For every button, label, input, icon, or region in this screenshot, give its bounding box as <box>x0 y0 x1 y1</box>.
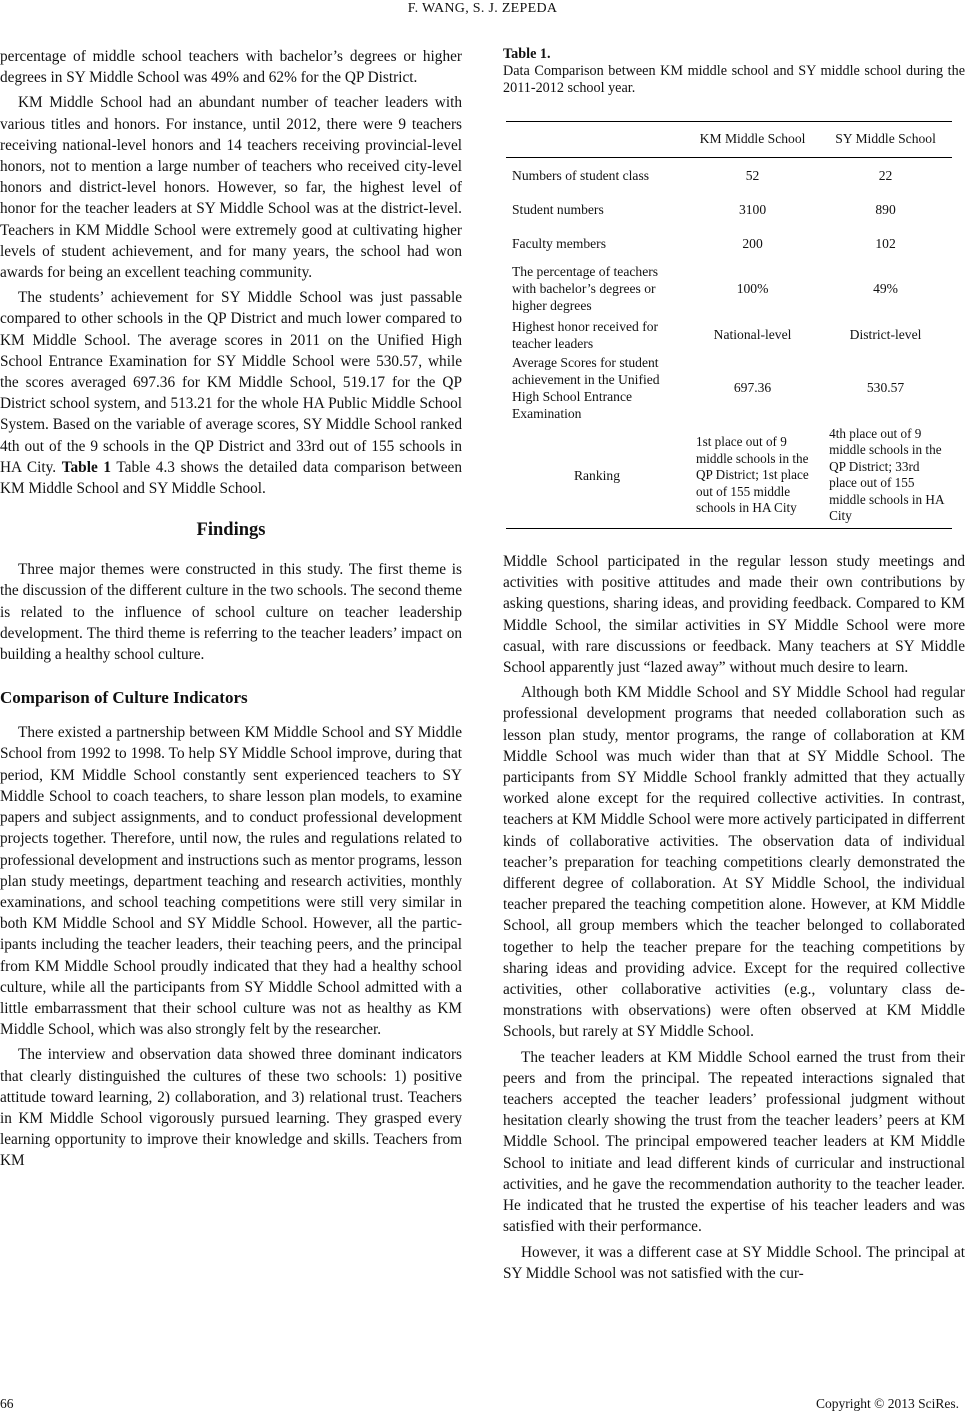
paragraph: There existed a partnership between KM Middle School and SY Middle School from 1992 to 1998. To help SY Middle School improve, during that period, KM Middle School constantly sent experienced teachers to SY Middle School to coach teachers, to share lesson plan models, to examine papers and subject assignments, and to conduct professional development projects together. Therefore, until now, the rules and regulations related to professional development and instructions such as mentor programs, lesson plan study meetings, department teaching and research activities, monthly examinations, and school teaching competitions were still very similar in both KM Middle School and SY Middle School. However, all the participants including the teacher leaders, their teaching peers, and the principal from KM Middle School proudly indicated that they had a healthy school culture, while all the participants from SY Middle School admitted with a little embarrassment that their school culture was not as healthy as KM Middle School, which was also strongly felt by the researcher. <box>0 724 462 1039</box>
sy-value: 530.57 <box>866 380 905 395</box>
sy-value: 4th place out of 9 middle schools in the QP District; 33rd place out of 155 middle schools in HA City <box>829 425 944 524</box>
km-value: 52 <box>745 167 760 183</box>
table-row <box>506 193 952 227</box>
paragraph-text: Table 4.3 shows the detailed data comparison between KM Middle School and SY Middle School. <box>0 458 462 498</box>
paragraph: KM Middle School had an abundant number of teacher leaders with various titles and honors. For instance, until 2012, there were 9 teachers receiving national-level honors and 14 teachers receiving provincial-level honors, not to mention a large number of teachers who received city-level honors and district-level honors. However, so far, the highest level of honor for the teacher leaders at SY Middle School was at the district-level. Teachers in KM Middle School were extremely good at cultivating higher levels of student achievement, and for many years, the school had won awards for being an excellent teaching community. <box>0 94 462 282</box>
paragraph: The teacher leaders at KM Middle School earned the trust from their peers and from the principal. The repeated interactions signaled that teachers accepted the teacher leaders’ professional judgment without hesitation clearly showing the trust from the teacher leaders’ peers at KM Middle School. The principal empowered teacher leaders at KM Middle School to initiate and lead different kinds of curricular and instructional activities, and he gave the recommendation authority to the teacher leader. He indicated that he trusted the expertise of his teacher leaders and was satisfied with their performance. <box>503 1048 965 1236</box>
row-label: The percentage of teachers with bachelor’s degrees or higher degrees <box>512 264 659 313</box>
table-row <box>506 158 952 193</box>
row-label: Faculty members <box>512 236 607 251</box>
table-caption <box>503 46 965 97</box>
left-column <box>0 46 462 1172</box>
paragraph <box>0 287 462 499</box>
paragraph: Although both KM Middle School and SY Middle School had regular professional development programs that needed collaboration such as lesson plan study, mentor programs, the range of collaboration at KM Middle School was much wider than that at SY Middle School. The participants from SY Middle School frankly admitted that they actually worked alone except for the required collective activities. In contrast, teachers at KM Middle School were more actively participated in differrent kinds of collaborative activities. The observation data of individual teacher’s preparation for teaching competitions clearly demonstrated the different degree of collaboration. At SY Middle School, the individual teacher prepared the teaching competition alone. However, at KM Middle School, all group members which the teacher belonged to collaborated together to help the teacher prepare for the teaching competitions by sharing ideas and providing advice. Except for the required collective activities, other collaborative activities (e.g., voluntary class demonstrations with observations) were often observed at KM Middle Schools, but rarely at SY Middle School. <box>503 684 965 1041</box>
page-number: 66 <box>0 1396 14 1411</box>
km-value: 3100 <box>738 202 767 217</box>
table-row <box>506 353 952 423</box>
table-header-cell: SY Middle School <box>835 131 936 146</box>
table-row <box>506 317 952 353</box>
running-head: F. WANG, S. J. ZEPEDA <box>407 1 558 16</box>
km-value: National-level <box>713 327 792 342</box>
table-row <box>506 227 952 261</box>
row-label: Ranking <box>573 467 621 483</box>
sy-value: 22 <box>878 167 893 183</box>
km-value: 1st place out of 9 middle schools in the QP District; 1st place out of 155 middle schools in HA City <box>696 434 809 515</box>
table-row <box>506 423 952 529</box>
table-reference-link[interactable]: Table 1 <box>61 458 112 476</box>
km-value: 100% <box>736 281 769 296</box>
km-value: 200 <box>742 236 763 251</box>
sy-value: 890 <box>875 202 896 217</box>
subsection-heading: Comparison of Culture Indicators <box>0 688 248 708</box>
right-column <box>503 46 965 1284</box>
table-header-cell: KM Middle School <box>699 131 806 146</box>
data-table <box>506 121 952 529</box>
paragraph: percentage of middle school teachers with bachelor’s degrees or higher degrees in SY Middle School was 49% and 62% for the QP District. <box>0 48 462 87</box>
table-header-row <box>506 122 952 158</box>
paragraph-text: The students’ achievement for SY Middle School was just passable compared to other schools in the QP District and much lower compared to KM Middle School. The average scores in 2011 on the Unified High School Entrance Examination for SY Middle School were 530.57, while the scores averaged 697.36 for KM Middle School, 519.17 for the QP District school system, and 513.21 for the whole HA Public Middle School System. Based on the variable of average scores, SY Middle School ranked 4th out of the 9 schools in the QP District and 33rd out of 155 schools in HA City. <box>0 289 462 476</box>
km-value: 697.36 <box>733 380 772 395</box>
row-label: Average Scores for student achievement in the Unified High School Entrance Examination <box>512 354 660 421</box>
sy-value: 49% <box>873 281 898 296</box>
row-label: Highest honor received for teacher leaders <box>512 318 659 351</box>
table-row <box>506 261 952 317</box>
row-label: Numbers of student class <box>512 167 650 183</box>
row-label: Student numbers <box>512 202 604 217</box>
paragraph: Middle School participated in the regular lesson study meetings and activities with positive attitudes and made their own contributions by asking questions, sharing ideas, and providing feedback. Compared to KM Middle School, the similar activities in SY Middle School were more casual, with rare discussions or feedback. Many teachers at SY Middle School apparently just “lazed away” without much desire to learn. <box>503 553 965 677</box>
paragraph: Three major themes were constructed in this study. The first theme is the discussion of the different culture in the two schools. The second theme is related to the influence of school culture on teacher leadership development. The third theme is referring to the teacher leaders’ impact on building a healthy school culture. <box>0 561 462 664</box>
sy-value: 102 <box>875 236 896 251</box>
copyright-notice: Copyright © 2013 SciRes. <box>815 1396 959 1411</box>
sy-value: District-level <box>849 327 922 342</box>
table-label: Table 1. <box>503 46 551 62</box>
table-header-cell <box>506 122 686 158</box>
section-heading-findings: Findings <box>196 520 266 541</box>
table-caption-text: Data Comparison between KM middle school and SY middle school during the 2011-2012 school year. <box>503 63 965 96</box>
paragraph: However, it was a different case at SY Middle School. The principal at SY Middle School was not satisfied with the cur- <box>503 1243 965 1282</box>
paragraph: The interview and observation data showed three dominant indicators that clearly distinguished the cultures of these two schools: 1) positive attitude toward learning, 2) collaboration, and 3) relational trust. Teachers in KM Middle School vigorously pursued learning. They grasped every learning opportunity to improve their knowledge and skills. Teachers from KM <box>0 1046 462 1170</box>
